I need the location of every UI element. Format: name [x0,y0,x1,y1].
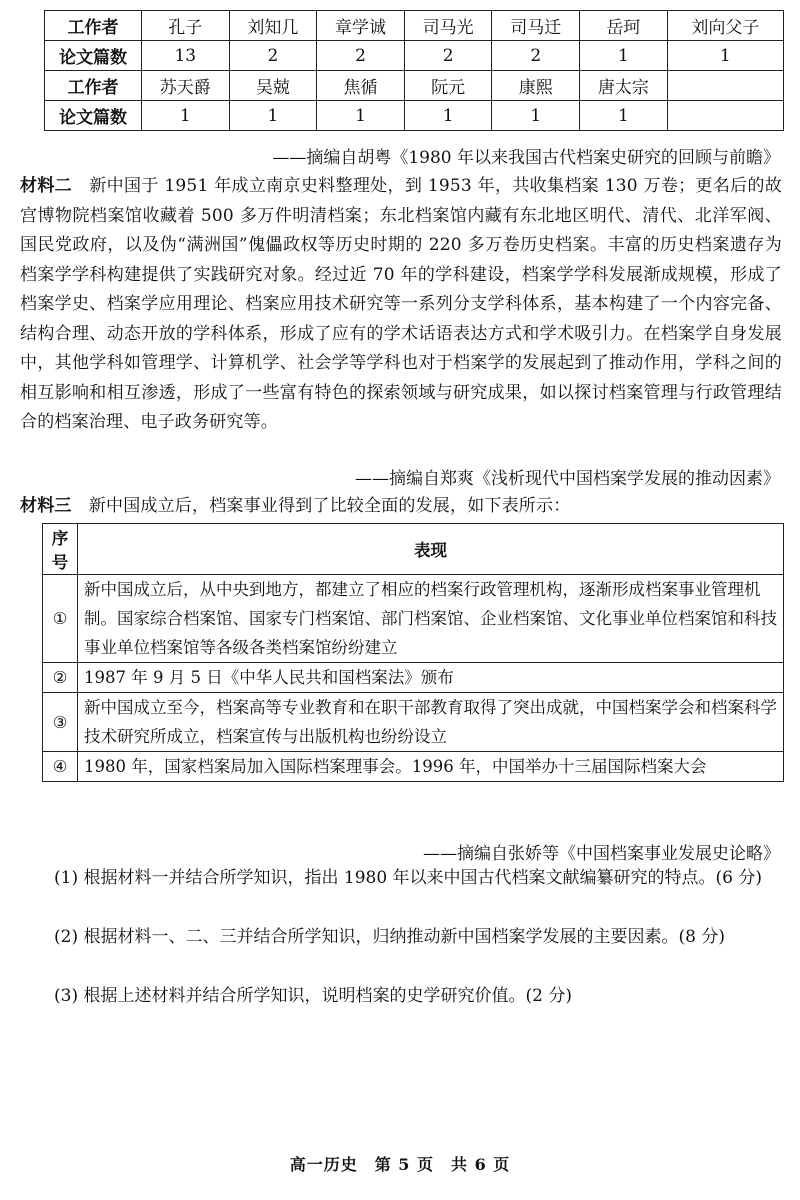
table-cell: 2 [229,41,317,71]
column-header-number: 序号 [43,524,78,575]
material-2-paragraph [20,172,782,438]
row-number: ③ [43,693,78,752]
table-cell: 章学诚 [317,11,405,41]
table-cell: 2 [404,41,492,71]
table-row [45,71,784,101]
row-description: 新中国成立后，从中央到地方，都建立了相应的档案行政管理机构，逐渐形成档案事业管理机制。国家综合档案馆、国家专门档案馆、部门档案馆、企业档案馆、文化事业单位档案馆和科技事业单位档案馆等各级各类档案馆纷纷建立 [78,575,784,663]
page-footer: 高一历史 第 5 页 共 6 页 [289,1155,511,1174]
row-number: ① [43,575,78,663]
table-cell: 1 [142,101,230,131]
table-cell: 1 [317,101,405,131]
table-header-cell: 论文篇数 [45,41,142,71]
table-cell: 康熙 [492,71,580,101]
question-1: (1) 根据材料一并结合所学知识，指出 1980 年以来中国古代档案文献编纂研究的特点。(6 分) [54,868,763,888]
table-cell: 吴兢 [229,71,317,101]
material-2-label: 材料二 [20,176,72,196]
table-header-cell: 工作者 [45,71,142,101]
table-cell: 司马迁 [492,11,580,41]
table-cell: 1 [229,101,317,131]
table-row [45,101,784,131]
table-header-cell: 工作者 [45,11,142,41]
table-cell: 焦循 [317,71,405,101]
table-cell: 1 [580,101,668,131]
row-description: 1987 年 9 月 5 日《中华人民共和国档案法》颁布 [78,663,784,693]
table-row [43,575,784,663]
row-number: ② [43,663,78,693]
table-cell [667,101,783,131]
table-cell: 2 [317,41,405,71]
table-cell: 阮元 [404,71,492,101]
table-cell: 孔子 [142,11,230,41]
row-description: 新中国成立至今，档案高等专业教育和在职干部教育取得了突出成就，中国档案学会和档案科学技术研究所成立，档案宣传与出版机构也纷纷设立 [78,693,784,752]
material-3-intro-line [20,492,782,522]
table-row [43,752,784,782]
table-cell: 1 [580,41,668,71]
question-2: (2) 根据材料一、二、三并结合所学知识，归纳推动新中国档案学发展的主要因素。(8 分) [54,927,725,947]
table-header-row [43,524,784,575]
author-papers-table [44,10,784,131]
table-row [45,41,784,71]
table-row [43,693,784,752]
table-cell: 刘向父子 [667,11,783,41]
material-3-label: 材料三 [20,496,72,516]
table-cell: 岳珂 [580,11,668,41]
source-citation-2: ——摘编自郑爽《浅析现代中国档案学发展的推动因素》 [355,469,780,489]
table-cell: 刘知几 [229,11,317,41]
table-row [45,11,784,41]
row-number: ④ [43,752,78,782]
table-cell: 2 [492,41,580,71]
question-3: (3) 根据上述材料并结合所学知识，说明档案的史学研究价值。(2 分) [54,986,572,1006]
table-cell: 苏天爵 [142,71,230,101]
table-cell [667,71,783,101]
material-2-text: 新中国于 1951 年成立南京史料整理处，到 1953 年，共收集档案 130 万卷；更名后的故宫博物院档案馆收藏着 500 多万件明清档案；东北档案馆内藏有东北地区明代、清代、北洋军阀、国民党政府，以及伪“满洲国”傀儡政权等历史时期的 220 多万卷历史档案。丰富的历史档案遗存为档案学学科构建提供了实践研究对象。经过近 70 年的学科建设，档案学学科发展渐成规模，形成了档案学史、档案学应用理论、档案应用技术研究等一系列分支学科体系，基本构建了一个内容完备、结构合理、动态开放的学科体系，形成了应有的学术话语表达方式和学术吸引力。在档案学自身发展中，其他学科如管理学、计算机学、社会学等学科也对于档案学的发展起到了推动作用，学科之间的相互影响和相互渗透，形成了一些富有特色的探索领域与研究成果，如以探讨档案管理与行政管理结合的档案治理、电子政务研究等。 [20,176,783,432]
table-cell: 1 [492,101,580,131]
row-description: 1980 年，国家档案局加入国际档案理事会。1996 年，中国举办十三届国际档案大会 [78,752,784,782]
table-cell: 1 [404,101,492,131]
table-header-cell: 论文篇数 [45,101,142,131]
table-cell: 1 [667,41,783,71]
source-citation-3: ——摘编自张娇等《中国档案事业发展史论略》 [423,844,780,864]
archive-development-table [42,523,784,782]
table-cell: 唐太宗 [580,71,668,101]
column-header-description: 表现 [78,524,784,575]
source-citation-1: ——摘编自胡粤《1980 年以来我国古代档案史研究的回顾与前瞻》 [272,148,780,168]
table-row [43,663,784,693]
material-3-intro: 新中国成立后，档案事业得到了比较全面的发展，如下表所示： [88,496,571,516]
table-cell: 司马光 [404,11,492,41]
table-cell: 13 [142,41,230,71]
